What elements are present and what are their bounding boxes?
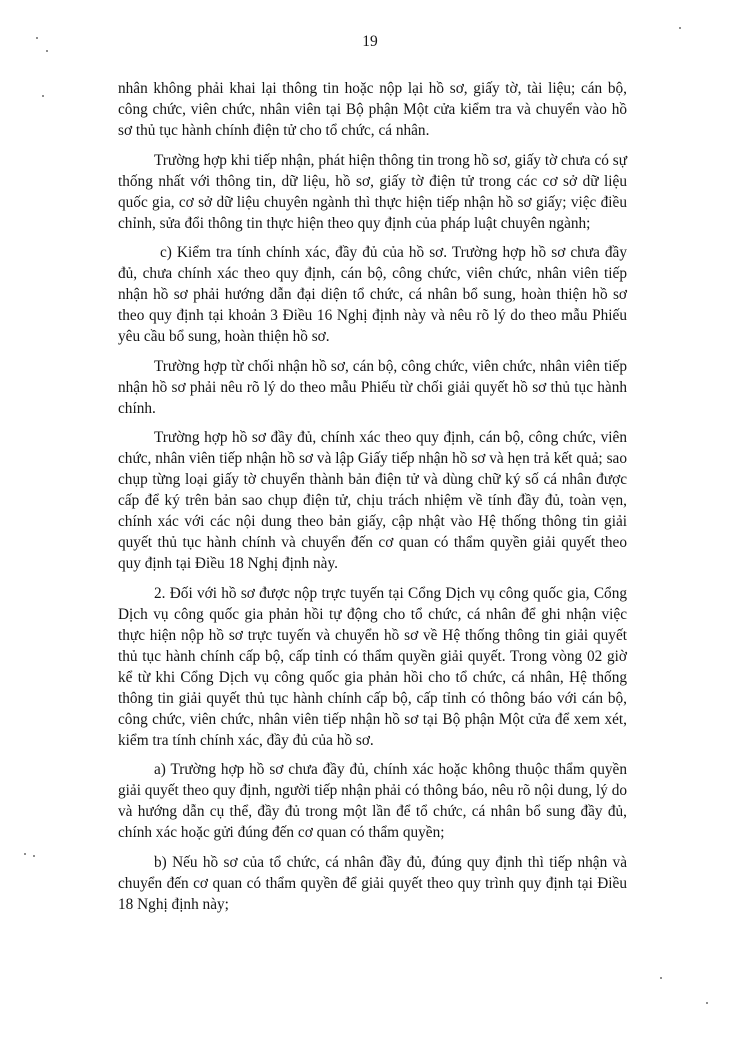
paragraph-section-2: 2. Đối với hồ sơ được nộp trực tuyến tại Cổng Dịch vụ công quốc gia, Cổng Dịch vụ công quốc gia phản hồi tự động cho tổ chức, cá nhân để ghi nhận việc thực hiện nộp hồ sơ trực tuyến và chuyển hồ sơ về Hệ thống thông tin giải quyết thủ tục hành chính cấp bộ, cấp tỉnh có thẩm quyền giải quyết. Trong vòng 02 giờ kể từ khi Cổng Dịch vụ công quốc gia phản hồi cho tổ chức, cá nhân, Hệ thống thông tin giải quyết thủ tục hành chính cấp bộ, cấp tỉnh có thông báo với cán bộ, công chức, viên chức, nhân viên tiếp nhận hồ sơ tại Bộ phận Một cửa để xem xét, kiểm tra tính chính xác, đầy đủ của hồ sơ. — [118, 584, 627, 749]
scan-speck — [36, 37, 38, 39]
scan-speck — [33, 855, 35, 857]
paragraph-item-b: b) Nếu hồ sơ của tổ chức, cá nhân đầy đủ, đúng quy định thì tiếp nhận và chuyển đến cơ quan có thẩm quyền để giải quyết theo quy trình quy định tại Điều 18 Nghị định này; — [118, 853, 627, 913]
scan-speck — [679, 27, 681, 29]
paragraph-item-a: a) Trường hợp hồ sơ chưa đầy đủ, chính xác hoặc không thuộc thẩm quyền giải quyết theo quy định, người tiếp nhận phải có thông báo, nêu rõ nội dung, lý do và hướng dẫn cụ thể, đầy đủ trong một lần để tổ chức, cá nhân bổ sung đầy đủ, chính xác hoặc gửi đúng đến cơ quan có thẩm quyền; — [118, 761, 627, 841]
document-body — [118, 78, 627, 923]
scan-speck — [706, 1002, 708, 1004]
paragraph-refusal-case: Trường hợp từ chối nhận hồ sơ, cán bộ, công chức, viên chức, nhân viên tiếp nhận hồ sơ phải nêu rõ lý do theo mẫu Phiếu từ chối giải quyết hồ sơ thủ tục hành chính. — [118, 357, 627, 417]
paragraph-continuation: nhân không phải khai lại thông tin hoặc nộp lại hồ sơ, giấy tờ, tài liệu; cán bộ, công chức, viên chức, nhân viên tại Bộ phận Một cửa kiểm tra và chuyển vào hồ sơ thủ tục hành chính điện tử cho tổ chức, cá nhân. — [118, 80, 627, 139]
paragraph-mismatch-case: Trường hợp khi tiếp nhận, phát hiện thông tin trong hồ sơ, giấy tờ chưa có sự thống nhất với thông tin, dữ liệu, hồ sơ, giấy tờ điện tử trong các cơ sở dữ liệu quốc gia, cơ sở dữ liệu chuyên ngành thì thực hiện tiếp nhận hồ sơ giấy; việc điều chỉnh, sửa đổi thông tin thực hiện theo quy định của pháp luật chuyên ngành; — [118, 151, 627, 232]
scan-speck — [660, 977, 662, 979]
paragraph-item-c: c) Kiểm tra tính chính xác, đầy đủ của hồ sơ. Trường hợp hồ sơ chưa đầy đủ, chưa chính xác theo quy định, cán bộ, công chức, viên chức, nhân viên tiếp nhận hồ sơ phải hướng dẫn đại diện tổ chức, cá nhân bổ sung, hoàn thiện hồ sơ theo quy định tại khoản 3 Điều 16 Nghị định này và nêu rõ lý do theo mẫu Phiếu yêu cầu bổ sung, hoàn thiện hồ sơ. — [118, 244, 627, 345]
scan-speck — [24, 853, 26, 855]
paragraph-complete-case: Trường hợp hồ sơ đầy đủ, chính xác theo quy định, cán bộ, công chức, viên chức, nhân viên tiếp nhận hồ sơ và lập Giấy tiếp nhận hồ sơ và hẹn trả kết quả; sao chụp từng loại giấy tờ chuyển thành bản điện tử và dùng chữ ký số cá nhân được cấp để ký trên bản sao chụp điện tử, chịu trách nhiệm về tính đầy đủ, toàn vẹn, chính xác với các nội dung theo bản giấy, cập nhật vào Hệ thống thông tin giải quyết thủ tục hành chính và chuyển đến cơ quan có thẩm quyền giải quyết theo quy định tại Điều 18 Nghị định này. — [118, 429, 627, 572]
scan-speck — [42, 95, 44, 97]
page-number: 19 — [362, 33, 378, 50]
scan-speck — [46, 50, 48, 52]
